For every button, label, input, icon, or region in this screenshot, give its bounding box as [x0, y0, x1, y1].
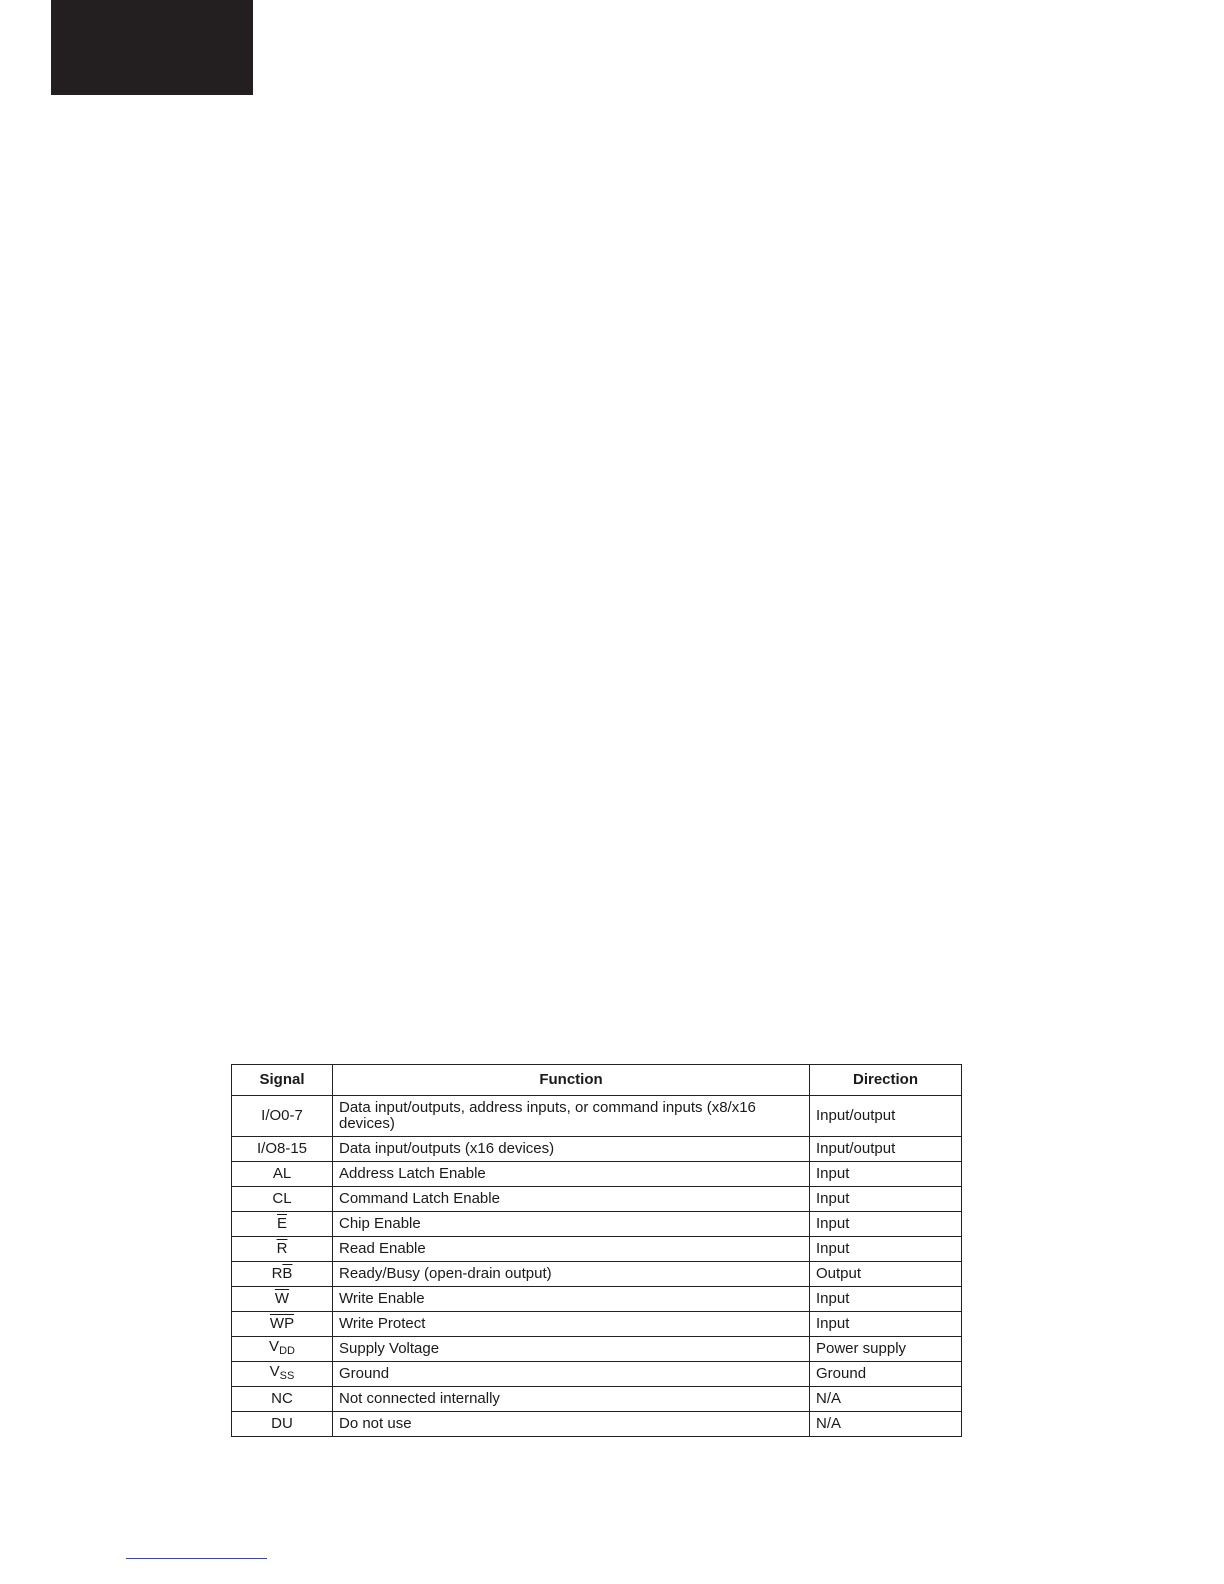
header-function: Function	[333, 1065, 810, 1096]
direction-cell: Input	[810, 1187, 962, 1212]
signal-cell: DU	[232, 1412, 333, 1437]
direction-cell: Input	[810, 1237, 962, 1262]
signal-cell	[232, 1237, 333, 1262]
table-row	[232, 1387, 962, 1412]
signal-cell	[232, 1312, 333, 1337]
direction-cell: Ground	[810, 1362, 962, 1387]
header-signal: Signal	[232, 1065, 333, 1096]
corner-tab-block	[51, 0, 253, 95]
signal-cell: CL	[232, 1187, 333, 1212]
table-row	[232, 1162, 962, 1187]
function-cell: Address Latch Enable	[333, 1162, 810, 1187]
direction-cell: Output	[810, 1262, 962, 1287]
signal-overline-text: $\overline{E}$	[276, 1215, 287, 1232]
signal-overline-text: $\overline{R}$	[276, 1240, 288, 1257]
signal-subscript-text: SS	[279, 1370, 295, 1382]
direction-cell: Input/output	[810, 1137, 962, 1162]
function-cell: Write Protect	[333, 1312, 810, 1337]
function-cell: Write Enable	[333, 1287, 810, 1312]
table-row	[232, 1412, 962, 1437]
direction-cell: N/A	[810, 1412, 962, 1437]
signal-subscript-text: DD	[279, 1345, 295, 1357]
signal-prefix-text: R	[271, 1265, 283, 1282]
direction-cell: Input	[810, 1212, 962, 1237]
table-row	[232, 1287, 962, 1312]
header-direction: Direction	[810, 1065, 962, 1096]
function-cell: Supply Voltage	[333, 1337, 810, 1362]
signal-overline-text: $\overline{WP}$	[269, 1315, 295, 1332]
signal-cell	[232, 1337, 333, 1362]
table-row	[232, 1262, 962, 1287]
signal-overline-text: $\overline{B}$	[282, 1265, 293, 1282]
function-cell: Chip Enable	[333, 1212, 810, 1237]
signal-cell	[232, 1362, 333, 1387]
signal-cell	[232, 1212, 333, 1237]
signal-main-text: V	[269, 1363, 280, 1380]
signal-cell: AL	[232, 1162, 333, 1187]
direction-cell: Input	[810, 1162, 962, 1187]
direction-cell: Power supply	[810, 1337, 962, 1362]
signal-cell	[232, 1262, 333, 1287]
direction-cell: N/A	[810, 1387, 962, 1412]
signal-overline-text: $\overline{W}$	[274, 1290, 290, 1307]
function-cell: Ground	[333, 1362, 810, 1387]
table-row	[232, 1212, 962, 1237]
table-row	[232, 1187, 962, 1212]
function-cell: Do not use	[333, 1412, 810, 1437]
signal-cell: I/O0-7	[232, 1096, 333, 1137]
table-row	[232, 1137, 962, 1162]
table-row	[232, 1312, 962, 1337]
function-cell: Not connected internally	[333, 1387, 810, 1412]
signal-table	[231, 1064, 962, 1437]
signal-cell: NC	[232, 1387, 333, 1412]
footnote-divider	[126, 1558, 267, 1559]
signal-cell	[232, 1287, 333, 1312]
function-cell: Command Latch Enable	[333, 1187, 810, 1212]
function-cell: Ready/Busy (open-drain output)	[333, 1262, 810, 1287]
direction-cell: Input	[810, 1312, 962, 1337]
table-row	[232, 1362, 962, 1387]
table-row	[232, 1237, 962, 1262]
table-row	[232, 1096, 962, 1137]
direction-cell: Input/output	[810, 1096, 962, 1137]
function-cell: Read Enable	[333, 1237, 810, 1262]
signal-main-text: V	[269, 1338, 280, 1355]
function-cell: Data input/outputs (x16 devices)	[333, 1137, 810, 1162]
direction-cell: Input	[810, 1287, 962, 1312]
table-row	[232, 1337, 962, 1362]
function-cell: Data input/outputs, address inputs, or command inputs (x8/x16 devices)	[333, 1096, 810, 1137]
signal-cell: I/O8-15	[232, 1137, 333, 1162]
table-header-row	[232, 1065, 962, 1096]
